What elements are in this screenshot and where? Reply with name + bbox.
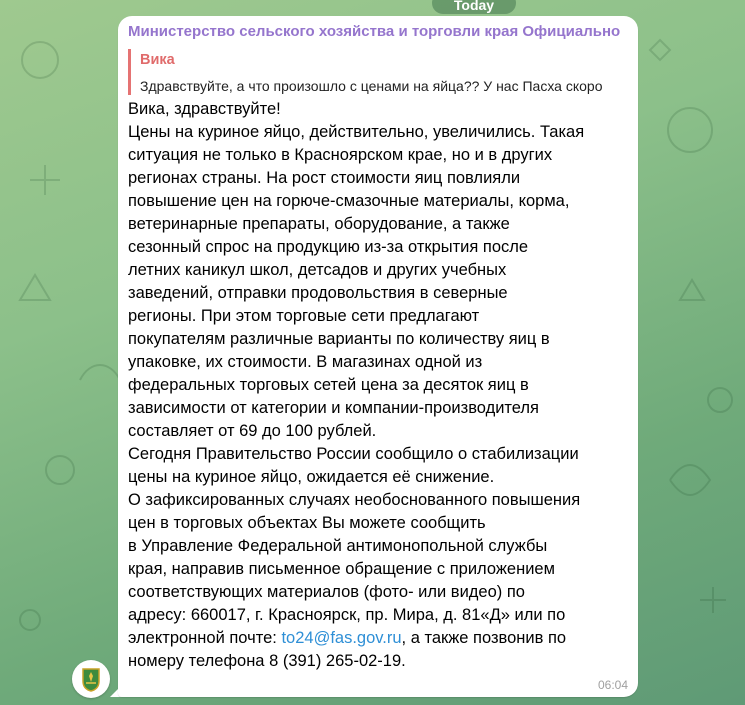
message-line: регионы. При этом торговые сети предлагают [128, 307, 480, 325]
message-line: зависимости от категории и компании-производителя [128, 399, 539, 417]
message-line: федеральных торговых сетей цена за десяток яиц в [128, 376, 529, 394]
message-line: Сегодня Правительство России сообщило о стабилизации [128, 445, 579, 463]
reply-preview-text: Здравствуйте, а что произошло с ценами на яйца?? У нас Пасха скоро [140, 78, 603, 94]
message-line: О зафиксированных случаях необоснованного повышения [128, 491, 581, 509]
message-line: заведений, отправки продовольствия в северные [128, 284, 508, 302]
message-line: Вика, здравствуйте! [128, 100, 281, 118]
message-line-email [128, 627, 633, 650]
message-line: упаковке, их стоимости. В магазинах одной из [128, 353, 483, 371]
message-bubble[interactable] [118, 16, 638, 697]
date-separator: Today [432, 0, 516, 14]
message-text [128, 98, 633, 673]
message-line: покупателям различные варианты по количеству яиц в [128, 330, 550, 348]
reply-quote[interactable] [128, 49, 628, 95]
message-line: соответствующих материалов (фото- или видео) по [128, 583, 525, 601]
message-line: сезонный спрос на продукцию из-за открытия после [128, 238, 529, 256]
message-line: повышение цен на горюче-смазочные материалы, корма, [128, 192, 570, 210]
email-suffix: , а также позвонив по [401, 629, 567, 647]
sender-avatar[interactable] [72, 660, 110, 698]
message-line: номеру телефона 8 (391) 265-02-19. [128, 652, 406, 670]
message-line: регионах страны. На рост стоимости яиц повлияли [128, 169, 521, 187]
message-line: в Управление Федеральной антимонопольной службы [128, 537, 548, 555]
message-line: Цены на куриное яйцо, действительно, увеличились. Такая [128, 123, 585, 141]
message-line: летних каникул школ, детсадов и других учебных [128, 261, 507, 279]
coat-of-arms-icon [72, 660, 110, 698]
message-line: ветеринарные препараты, оборудование, а также [128, 215, 510, 233]
email-link[interactable]: to24@fas.gov.ru [281, 629, 402, 647]
message-line: составляет от 69 до 100 рублей. [128, 422, 377, 440]
message-line: края, направив письменное обращение с приложением [128, 560, 555, 578]
message-line: цены на куриное яйцо, ожидается её снижение. [128, 468, 495, 486]
message-time: 06:04 [597, 678, 628, 692]
message-line: цен в торговых объектах Вы можете сообщить [128, 514, 486, 532]
email-prefix: электронной почте: [128, 629, 282, 647]
message-line: адресу: 660017, г. Красноярск, пр. Мира, д. 81«Д» или по [128, 606, 566, 624]
message-line: ситуация не только в Красноярском крае, но и в других [128, 146, 553, 164]
reply-author: Вика [140, 52, 175, 68]
sender-name[interactable]: Министерство сельского хозяйства и торговли края Официально [128, 23, 621, 40]
